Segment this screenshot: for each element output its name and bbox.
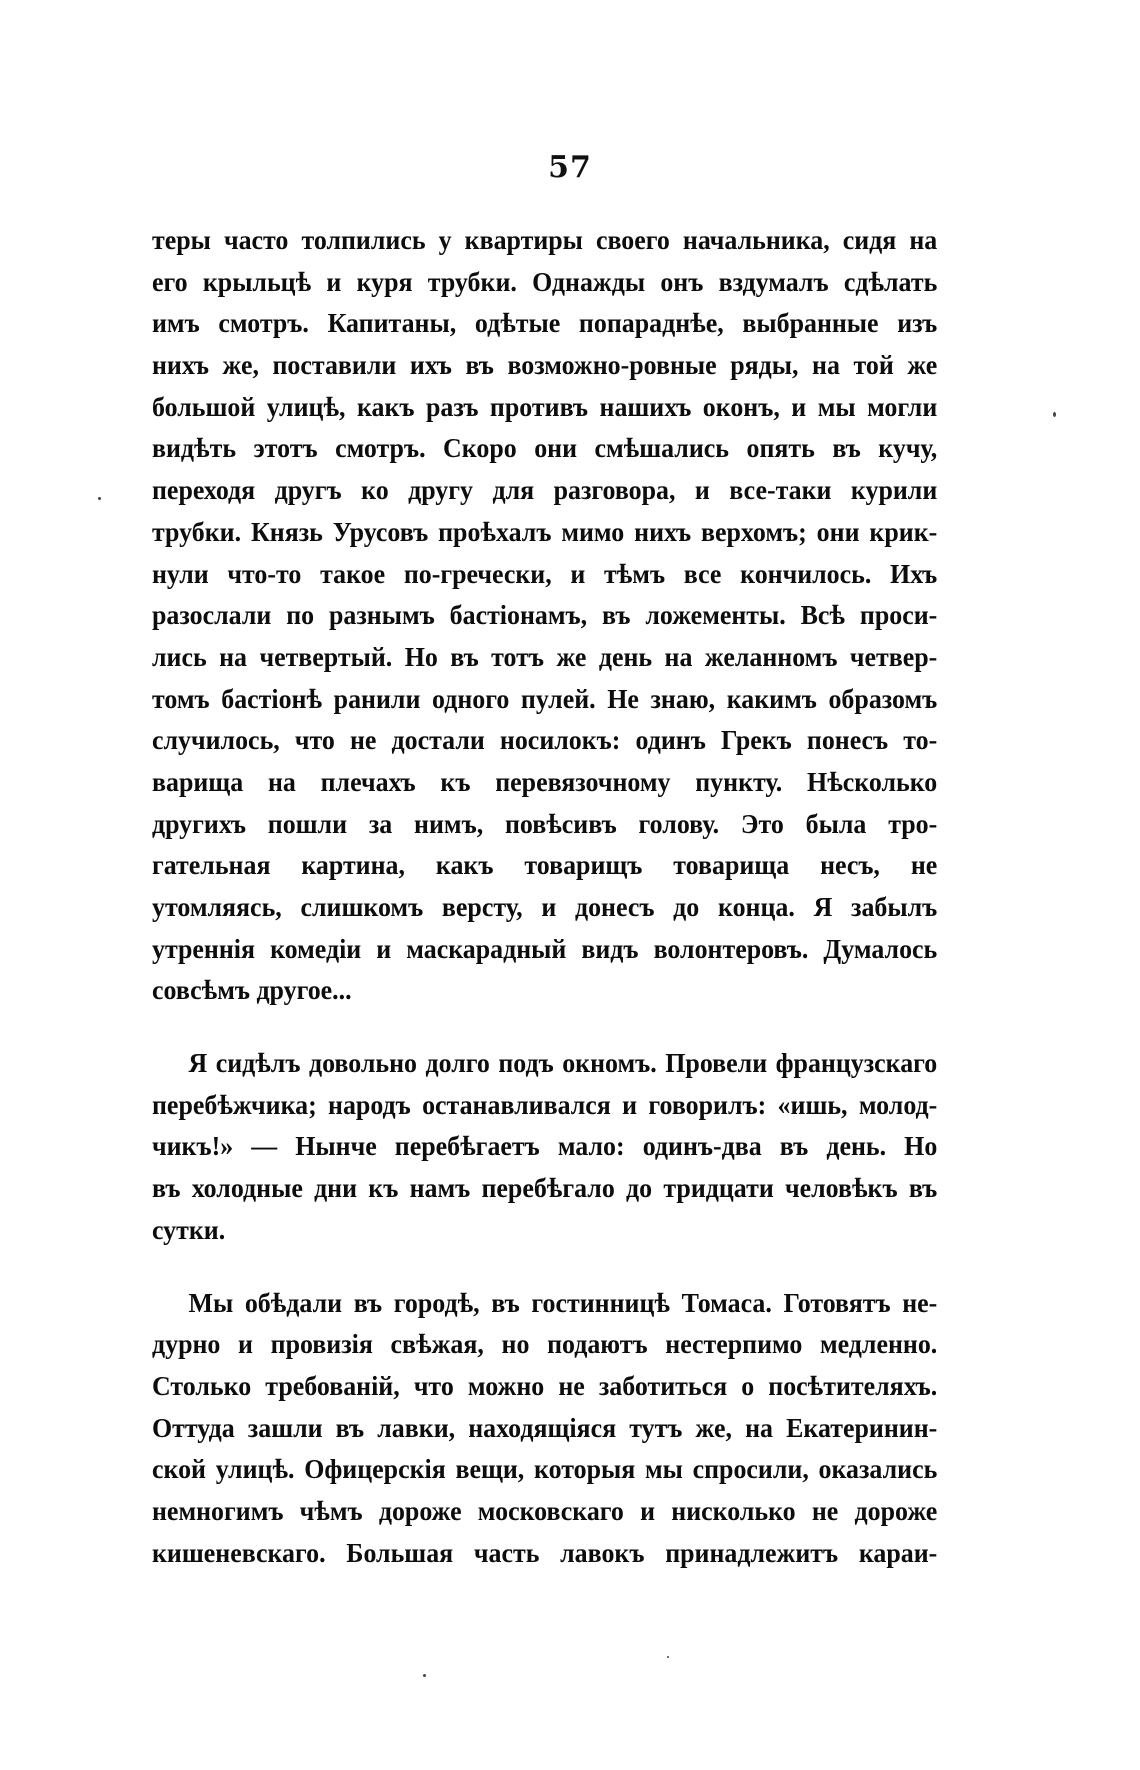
page-number: 57 [548, 150, 592, 185]
text-line: кишеневскаго. Большая часть лавокъ принадлежитъ караи- [152, 1537, 938, 1568]
text-line: варища на плечахъ къ перевязочному пункту. Нѣсколько [152, 766, 938, 797]
text-line: переходя другъ ко другу для разговора, и все-таки курили [152, 475, 938, 506]
text-line: теры часто толпились у квартиры своего начальника, сидя на [152, 225, 938, 255]
text-line: лись на четвертый. Но въ тотъ же день на желанномъ четвер- [152, 641, 938, 672]
text-line: Мы обѣдали въ городѣ, въ гостинницѣ Томаса. Готовятъ не- [188, 1287, 938, 1318]
text-line: видѣть этотъ смотръ. Скоро они смѣшались опять въ кучу, [152, 433, 938, 464]
text-line: большой улицѣ, какъ разъ противъ нашихъ оконъ, и мы могли [152, 391, 938, 422]
scan-speck [1053, 412, 1056, 417]
text-line: чикъ!» — Нынче перебѣгаетъ мало: одинъ-два въ день. Но [152, 1131, 938, 1162]
scan-speck [98, 497, 101, 500]
text-line: немногимъ чѣмъ дороже московскаго и нисколько не дороже [152, 1495, 938, 1526]
text-line: перебѣжчика; народъ останавливался и говорилъ: «ишь, молод- [152, 1089, 938, 1120]
text-line: ской улицѣ. Офицерскія вещи, которыя мы спросили, оказались [152, 1454, 938, 1485]
text-line: Оттуда зашли въ лавки, находящіяся тутъ же, на Екатеринин- [152, 1412, 938, 1443]
text-line: трубки. Князь Урусовъ проѣхалъ мимо нихъ верхомъ; они крик- [152, 516, 938, 547]
text-line: случилось, что не достали носилокъ: одинъ Грекъ понесъ то- [152, 725, 938, 756]
text-line: нули что-то такое по-гречески, и тѣмъ все кончилось. Ихъ [152, 558, 938, 589]
scan-speck [423, 1674, 426, 1677]
text-line: утреннія комедіи и маскарадный видъ волонтеровъ. Думалось [152, 933, 938, 964]
paragraph-gap [152, 1252, 937, 1283]
text-line: гательная картина, какъ товарищъ товарища несъ, не [152, 850, 938, 881]
text-line: его крыльцѣ и куря трубки. Однажды онъ вздумалъ сдѣлать [152, 266, 938, 297]
text-line: совсѣмъ другое... [152, 975, 352, 1006]
text-line: Столько требованій, что можно не заботиться о посѣтителяхъ. [152, 1370, 938, 1401]
paragraph-gap [152, 1012, 937, 1043]
paragraph-3 [152, 1283, 937, 1575]
text-line: дурно и провизія свѣжая, но подаютъ нестерпимо медленно. [152, 1329, 938, 1360]
text-line: разослали по разнымъ бастіонамъ, въ ложементы. Всѣ проси- [152, 600, 938, 631]
text-line: нихъ же, поставили ихъ въ возможно-ровные ряды, на той же [152, 350, 938, 381]
text-line: Я сидѣлъ довольно долго подъ окномъ. Провели французскаго [188, 1048, 938, 1079]
paragraph-1 [152, 220, 937, 1012]
body-text [152, 220, 937, 1574]
text-line: имъ смотръ. Капитаны, одѣтые попараднѣе, выбранные изъ [152, 308, 938, 339]
text-line: сутки. [152, 1214, 226, 1245]
text-line: другихъ пошли за нимъ, повѣсивъ голову. Это была тро- [152, 808, 938, 839]
scan-speck [667, 1656, 669, 1658]
text-line: утомляясь, слишкомъ версту, и донесъ до конца. Я забылъ [152, 892, 938, 922]
paragraph-2 [152, 1043, 937, 1251]
text-line: въ холодные дни къ намъ перебѣгало до тридцати человѣкъ въ [152, 1173, 938, 1204]
text-line: томъ бастіонѣ ранили одного пулей. Не знаю, какимъ образомъ [152, 683, 938, 714]
